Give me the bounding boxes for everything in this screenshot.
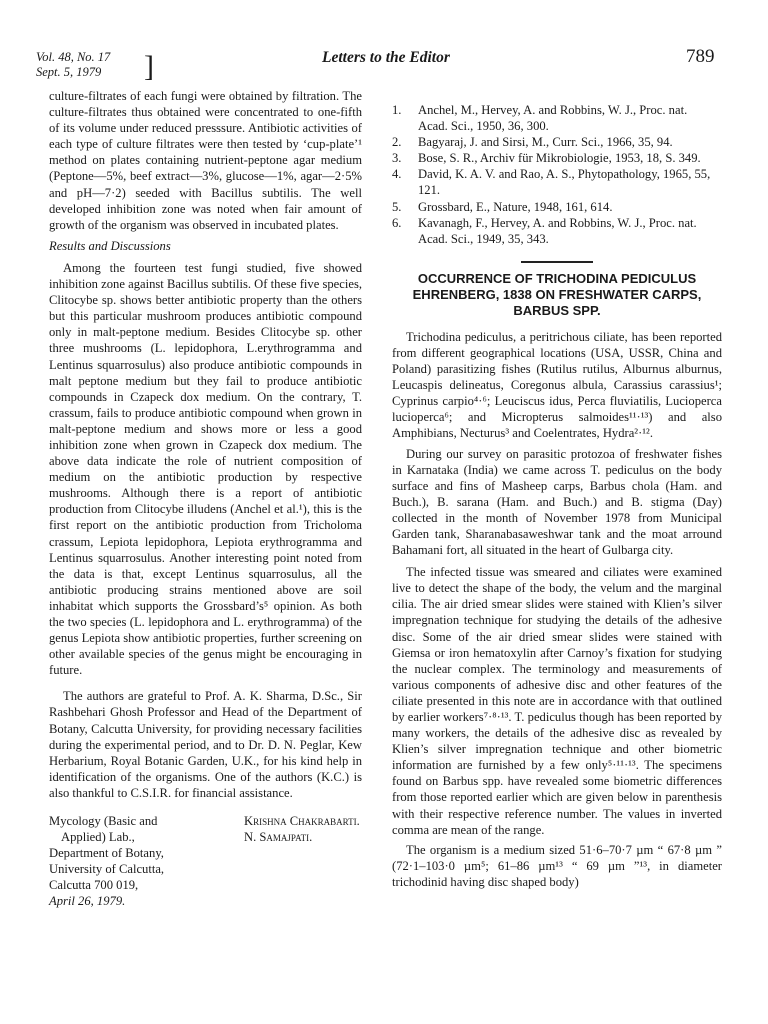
affiliation-address <box>49 813 164 909</box>
volume-info <box>36 50 154 83</box>
author-name: N. Samajpati. <box>244 830 313 845</box>
reference-text: Bagyaraj, J. and Sirsi, M., Curr. Sci., 1966, 35, 94. <box>418 135 673 150</box>
paragraph-survey: During our survey on parasitic protozoa of freshwater fishes in Karnataka (India) we came across T. pediculus on the body surface and fins of Masheep carps, Barbus chola (Ham. and Buch.), B. sarana (Ham. and Buch.) and B. stigma (Day) collected in the month of November 1978 from Municipal Garden tank, Sharanabasaweshwar tank and the moat arround Bahamani fort, all situated in the heart of Gulbarga city. <box>392 446 722 558</box>
reference-text: David, K. A. V. and Rao, A. S., Phytopathology, 1965, 55, 121. <box>418 167 711 198</box>
author-names <box>244 813 362 909</box>
page-number: 789 <box>686 46 715 67</box>
section-divider <box>521 261 593 263</box>
affiliation-line: Mycology (Basic and <box>49 814 158 829</box>
reference-number: 1. <box>392 103 402 117</box>
reference-number: 6. <box>392 215 402 230</box>
reference-item <box>392 215 722 247</box>
reference-number: 3. <box>392 151 402 166</box>
reference-number: 5. <box>392 199 402 214</box>
reference-text: Grossbard, E., Nature, 1948, 161, 614. <box>418 199 613 214</box>
reference-text: Bose, S. R., Archiv für Mikrobiologie, 1953, 18, S. 349. <box>418 151 701 166</box>
reference-number: 2. <box>392 135 402 150</box>
author-name: Krishna Chakrabarti. <box>244 814 360 829</box>
reference-text: Anchel, M., Hervey, A. and Robbins, W. J., Proc. nat. Acad. Sci., 1950, 36, 300. <box>418 103 688 134</box>
issue-date: Sept. 5, 1979 <box>36 65 102 79</box>
affiliation-line: Department of Botany, <box>49 846 164 861</box>
reference-list <box>392 102 722 247</box>
article-title: OCCURRENCE OF TRICHODINA PEDICULUS EHRENBERG, 1838 ON FRESHWATER CARPS, BARBUS SPP. <box>412 270 702 318</box>
reference-item <box>392 199 722 215</box>
volume-number: Vol. 48, No. 17 <box>36 50 111 64</box>
page-header <box>0 0 768 90</box>
bracket-mark: ] <box>144 50 154 83</box>
journal-section-title: Letters to the Editor <box>322 49 450 66</box>
paragraph-methodology: The infected tissue was smeared and ciliates were examined live to detect the shape of the body, the velum and the marginal cilia. The air dried smear slides were stained with Klien’s silver impregnation technique for studying the details of the adhesive disc. Some of the air dried smear slides were stained with Giemsa or iron hematoxylin after Carnoy’s fixation for studying the nuclear complex. The terminology and measurements of various components of adhesive disc and other features of the ciliate presented in this note are in accordance with that outlined by earlier workers⁷·⁸·¹³. T. pediculus though has been reported by many workers, the details of the adhesive disc as revealed by Klien’s silver impregnation technique and other biometric information are furnished by a few only⁵·¹¹·¹³. The specimens found on Barbus spp. have revealed some biometric differences from those reported earlier which are given below in parenthesis with their respective reference number. The values in inverted comma are mean of the range. <box>392 565 722 837</box>
left-column <box>49 88 362 909</box>
paragraph-methods: culture-filtrates of each fungi were obtained by filtration. The culture-filtrates thus obtained were concentrated to one-fifth of its volume under reduced presssure. Antibiotic activities of each type of culture filtrates were then tested by ‘cup-plate’¹ method on plates containing nutrient-peptone agar medium (Peptone—5%, beef extract—3%, glucose—1%, agar—2·5% and pH—7·2) seeded with Bacillus subtilis. The well developed inhibition zone was noted when fair amount of growth of the organism was observed in incubated plates. <box>49 89 362 232</box>
author-affiliation <box>49 813 362 909</box>
paragraph-introduction: Trichodina pediculus, a peritrichous ciliate, has been reported from different geographical locations (USA, USSR, China and Poland) parasitizing fishes (Rutilus rutilus, Alburnus alburnus, Leucaspis delineatus, Coregonus albula, Carassius carassius¹; Cyprinus carpio⁴·⁶; Leuciscus idus, Perca fluviatilis, Lucioperca lucioperca⁶; and Micropterus salmoides¹¹·¹³) and also Amphibians, Necturus³ and Coelentrates, Hydra²·¹². <box>392 329 722 441</box>
paragraph-acknowledgement: The authors are grateful to Prof. A. K. Sharma, D.Sc., Sir Rashbehari Ghosh Professor and Head of the Department of Botany, Calcutta University, for providing necessary facilities during the experimental period, and to Dr. D. N. Peglar, Kew Herbarium, Royal Botanic Garden, U.K., for his kind help in identification of the organisms. One of the authors (K.C.) is also thankful to C.S.I.R. for financial assistance. <box>49 689 362 800</box>
reference-item <box>392 150 722 166</box>
right-column <box>392 88 722 890</box>
affiliation-line: Calcutta 700 019, <box>49 878 139 893</box>
affiliation-line: University of Calcutta, <box>49 862 165 877</box>
paragraph-results: Among the fourteen test fungi studied, five showed inhibition zone against Bacillus subtilis. Of these five species, Clitocybe sp. shows better antibiotic property than the others but this particular mushroom produces antibiotic compound only in malt-peptone medium. Besides Clitocybe sp. other three mushrooms (L. lepidophora, L.erythrogramma and Lentinus squarrosulus) also produce antibiotic compounds in malt peptone medium but they fail to produce antibiotic compounds in Czapeck dox medium. On the contrary, T. crassum, fails to produce antibiotic compound when grown in malt-peptone medium and shows more or less a good inhibition zone when grown in Czapeck dox medium. The above data indicate the role of nutrient composition of medium on the antibiotic production by respective mushrooms. Although there is a report of antibiotic production from Clitocybe illudens (Anchel et al.¹), this is the first report on the antibiotic production from Tricholoma crassum, Lepiota lepidophora, Lepiota erythrogramma and Lentinus squarrosulus. Another interesting point noted from the data is that, except Lentinus squarrosulus, all the antibiotic producing strains mentioned above are soil inhabitat which supports the Grossbard’s⁵ opinion. As both the two species (L. lepidophora and L. erythrogramma) of the genus Lepiota show antibiotic properties, further screening on other available species of the genus might be encouraging in future. <box>49 260 362 678</box>
reference-item <box>392 166 722 198</box>
reference-item <box>392 134 722 150</box>
reference-number: 4. <box>392 167 402 182</box>
reference-item <box>392 102 722 134</box>
received-date: April 26, 1979. <box>49 894 126 909</box>
affiliation-line: Applied) Lab., <box>61 830 135 845</box>
reference-text: Kavanagh, F., Hervey, A. and Robbins, W. J., Proc. nat. Acad. Sci., 1949, 35, 343. <box>418 215 697 246</box>
paragraph-description: The organism is a medium sized 51·6–70·7 µm “ 67·8 µm ” (72·1–103·0 µm⁵; 61–86 µm¹³ “ 69 µm ”¹³, in diameter trichodinid having disc shaped body) <box>392 842 722 889</box>
section-heading-results: Results and Discussions <box>49 238 171 253</box>
